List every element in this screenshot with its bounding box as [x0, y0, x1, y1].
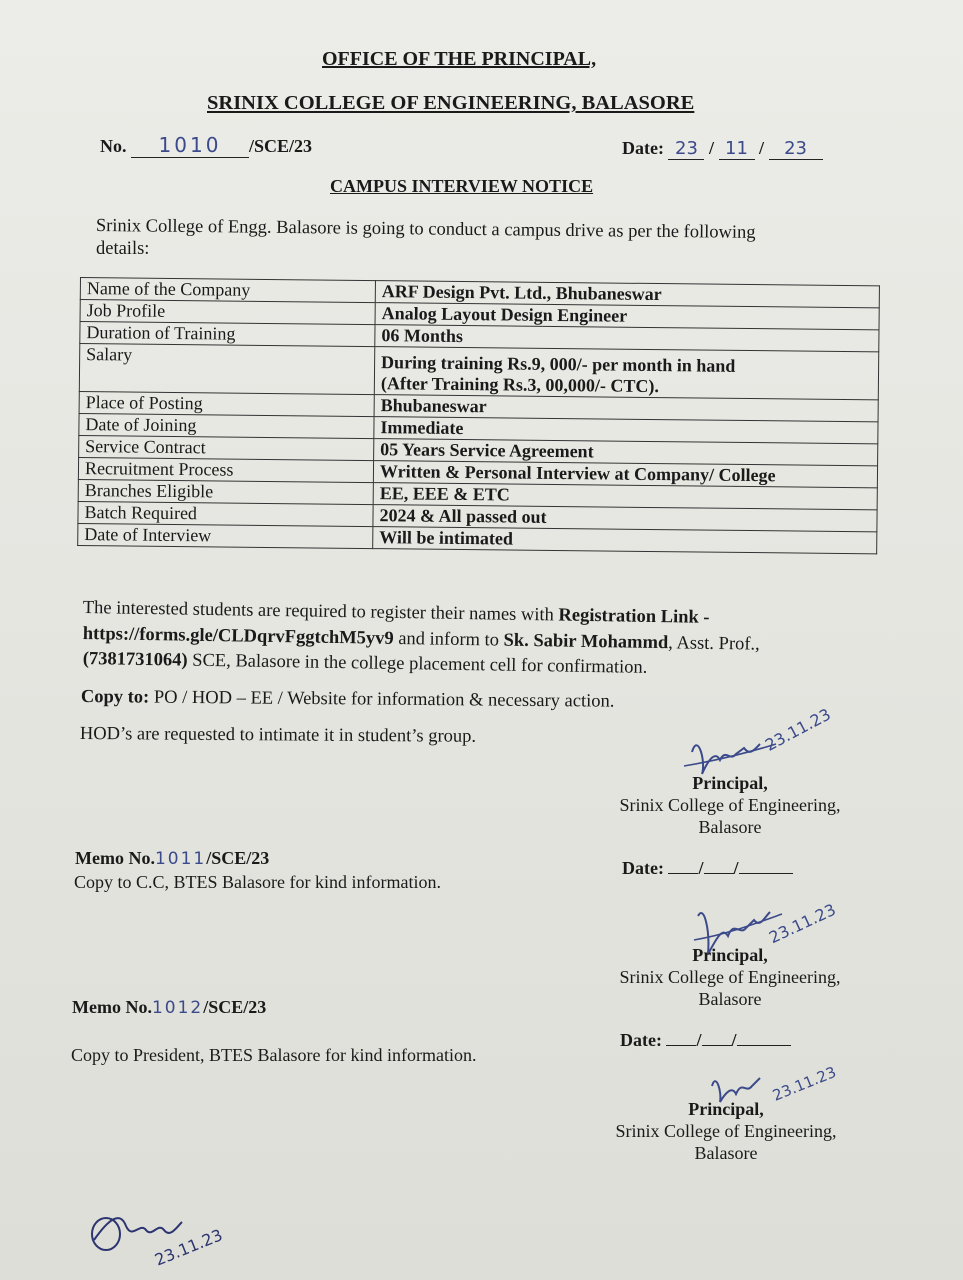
principal-college: Srinix College of Engineering,: [619, 967, 841, 987]
row-label: Date of Interview: [78, 523, 373, 548]
row-label: Name of the Company: [80, 278, 375, 303]
principal-block-1: [612, 772, 848, 838]
principal-place: Balasore: [698, 817, 762, 837]
copy-to-line: [81, 685, 615, 715]
memo-2-date: Date: / /: [620, 1030, 791, 1051]
row-value: 2024 & All passed out: [373, 505, 877, 532]
reference-number: [100, 133, 312, 158]
coordinator-signature-date: 23.11.23: [152, 1225, 226, 1270]
office-heading: OFFICE OF THE PRINCIPAL,: [322, 48, 597, 70]
row-label: Recruitment Process: [78, 457, 373, 482]
principal-place: Balasore: [698, 989, 762, 1009]
no-suffix: /SCE/23: [249, 136, 313, 156]
table-row: [79, 344, 878, 400]
row-value: 05 Years Service Agreement: [374, 439, 878, 466]
hod-instruction: HOD’s are requested to intimate it in student’s group.: [79, 723, 477, 747]
principal-title: Principal,: [692, 945, 768, 965]
memo-1-value: 1011: [154, 849, 207, 869]
memo-1-label: Memo No.: [75, 848, 155, 868]
principal-title: Principal,: [688, 1099, 764, 1119]
row-value: [374, 347, 878, 400]
no-value: 1010: [158, 133, 222, 157]
intro-line-2: details:: [96, 239, 150, 259]
date-month: 11: [725, 138, 748, 159]
principal-block-3: [608, 1098, 844, 1164]
row-label: Batch Required: [78, 501, 373, 526]
row-label: Place of Posting: [79, 391, 374, 416]
signature-3-date: 23.11.23: [770, 1062, 839, 1105]
principal-college: Srinix College of Engineering,: [619, 795, 841, 815]
memo-2-number: [72, 997, 266, 1018]
signature-2-date: 23.11.23: [766, 899, 839, 948]
instruction-mid: and inform to: [398, 628, 500, 651]
row-value: EE, EEE & ETC: [373, 483, 877, 510]
date-day: 23: [675, 138, 698, 159]
row-value: Written & Personal Interview at Company/ College: [373, 461, 877, 488]
notice-title: CAMPUS INTERVIEW NOTICE: [330, 176, 594, 196]
coordinator-phone: (7381731064): [82, 648, 188, 671]
copy-to-recipients: PO / HOD – EE / Website for information & necessary action.: [153, 687, 615, 712]
date-year: 23: [784, 138, 807, 159]
row-label: Job Profile: [80, 300, 375, 325]
memo-2-label: Memo No.: [72, 997, 152, 1017]
signature-1-date: 23.11.23: [762, 704, 834, 755]
row-label: Branches Eligible: [78, 479, 373, 504]
memo-2-suffix: /SCE/23: [203, 997, 267, 1017]
memo-2-text: Copy to President, BTES Balasore for kind information.: [71, 1045, 477, 1065]
row-label: Duration of Training: [80, 322, 375, 347]
copy-to-label: Copy to:: [80, 686, 150, 708]
principal-block-2: [612, 944, 848, 1010]
principal-place: Balasore: [694, 1143, 758, 1163]
row-value: Bhubaneswar: [374, 395, 878, 422]
row-label: Date of Joining: [79, 413, 374, 438]
registration-label: Registration Link -: [558, 605, 710, 628]
row-value: Will be intimated: [373, 527, 877, 554]
salary-line-1: During training Rs.9, 000/- per month in hand: [381, 352, 736, 376]
memo-1-date: Date: / /: [622, 858, 793, 879]
row-value: Immediate: [374, 417, 878, 444]
college-heading: SRINIX COLLEGE OF ENGINEERING, BALASORE: [207, 92, 695, 114]
row-value: Analog Layout Design Engineer: [375, 303, 879, 330]
details-table: [77, 277, 880, 554]
intro-line-1: Srinix College of Engg. Balasore is going to conduct a campus drive as per the following: [95, 215, 756, 243]
row-label: Salary: [79, 344, 374, 395]
notice-date: Date: 23 / 11 / 23: [622, 138, 823, 160]
row-value: 06 Months: [375, 325, 879, 352]
principal-title: Principal,: [692, 773, 768, 793]
date-label: Date:: [622, 138, 664, 158]
instruction-text: The interested students are required to register their names with: [82, 597, 554, 626]
coordinator-designation: , Asst. Prof.,: [668, 633, 760, 655]
row-label: Service Contract: [79, 435, 374, 460]
instruction-end: SCE, Balasore in the college placement cell for confirmation.: [192, 650, 648, 678]
salary-line-2: (After Training Rs.3, 00,000/- CTC).: [380, 373, 659, 397]
memo-1-date-label: Date:: [622, 858, 664, 878]
registration-link[interactable]: https://forms.gle/CLDqrvFggtchM5yv9: [82, 623, 394, 649]
no-label: No.: [100, 136, 127, 156]
memo-1-text: Copy to C.C, BTES Balasore for kind information.: [74, 872, 441, 892]
row-value: ARF Design Pvt. Ltd., Bhubaneswar: [375, 281, 879, 308]
principal-college: Srinix College of Engineering,: [615, 1121, 837, 1141]
memo-2-date-label: Date:: [620, 1030, 662, 1050]
memo-1-suffix: /SCE/23: [206, 848, 270, 868]
coordinator-name: Sk. Sabir Mohammd: [503, 630, 669, 654]
memo-1-number: [75, 848, 269, 869]
memo-2-value: 1012: [151, 998, 204, 1018]
